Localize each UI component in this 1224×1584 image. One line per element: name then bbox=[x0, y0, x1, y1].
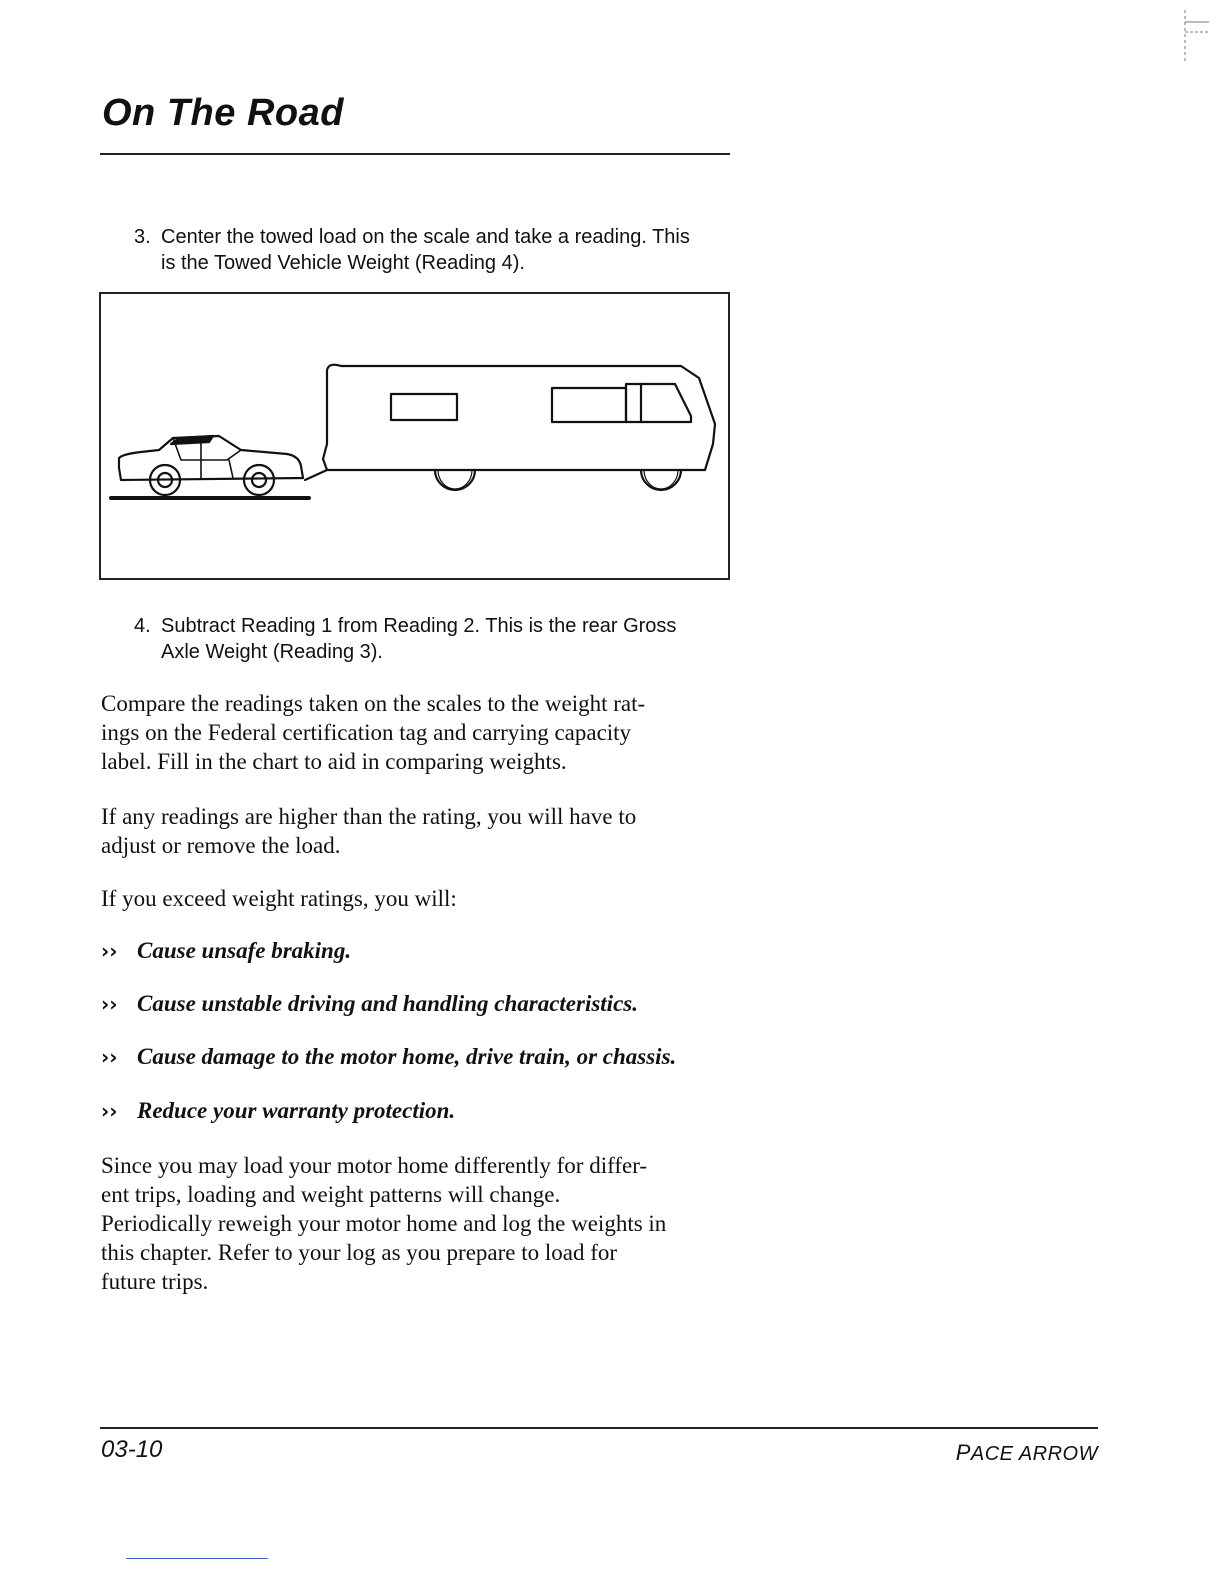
paragraph-line: Compare the readings taken on the scales to the weight rat- bbox=[101, 691, 646, 716]
step-text-line: Axle Weight (Reading 3). bbox=[161, 641, 383, 663]
bullet-text: Cause unstable driving and handling characteristics. bbox=[137, 991, 638, 1016]
step-4 bbox=[134, 613, 744, 665]
manual-title: PACE ARROW bbox=[955, 1440, 1098, 1465]
bullet-text: Cause damage to the motor home, drive train, or chassis. bbox=[137, 1044, 677, 1069]
warning-bullet bbox=[101, 936, 351, 966]
header-divider bbox=[100, 153, 730, 155]
paragraph-line: this chapter. Refer to your log as you prepare to load for bbox=[101, 1240, 618, 1265]
step-text-line: is the Towed Vehicle Weight (Reading 4). bbox=[161, 252, 525, 274]
compare-paragraph bbox=[101, 689, 741, 776]
exceed-ratings-paragraph bbox=[101, 884, 741, 913]
page-title: On The Road bbox=[102, 92, 344, 134]
paragraph-line: ent trips, loading and weight patterns will change. bbox=[101, 1182, 561, 1207]
towing-illustration bbox=[99, 292, 730, 580]
step-number: 4. bbox=[134, 615, 151, 637]
higher-readings-paragraph bbox=[101, 802, 741, 860]
warning-bullet bbox=[101, 1042, 676, 1072]
page-number: 03-10 bbox=[101, 1436, 163, 1463]
paragraph-line: Periodically reweigh your motor home and log the weights in bbox=[101, 1211, 667, 1236]
crop-mark-icon bbox=[1183, 8, 1213, 68]
footer-divider bbox=[100, 1427, 1098, 1429]
step-text-line: Center the towed load on the scale and take a reading. This bbox=[161, 226, 690, 248]
paragraph-line: label. Fill in the chart to aid in comparing weights. bbox=[101, 749, 567, 774]
paragraph-line: If you exceed weight ratings, you will: bbox=[101, 886, 457, 911]
bullet-marker-icon: ›› bbox=[101, 939, 118, 963]
bullet-marker-icon: ›› bbox=[101, 1045, 118, 1069]
scan-mark bbox=[126, 1558, 268, 1559]
warning-bullet bbox=[101, 1096, 455, 1126]
bullet-marker-icon: ›› bbox=[101, 992, 118, 1016]
bullet-text: Cause unsafe braking. bbox=[137, 938, 352, 963]
towed-car-motorhome-icon bbox=[101, 294, 728, 578]
warning-bullet bbox=[101, 989, 638, 1019]
bullet-text: Reduce your warranty protection. bbox=[137, 1098, 456, 1123]
paragraph-line: adjust or remove the load. bbox=[101, 833, 341, 858]
step-number: 3. bbox=[134, 226, 151, 248]
paragraph-line: Since you may load your motor home differently for differ- bbox=[101, 1153, 648, 1178]
bullet-marker-icon: ›› bbox=[101, 1099, 118, 1123]
paragraph-line: ings on the Federal certification tag and carrying capacity bbox=[101, 720, 632, 745]
reweigh-paragraph bbox=[101, 1151, 741, 1296]
paragraph-line: If any readings are higher than the rating, you will have to bbox=[101, 804, 637, 829]
paragraph-line: future trips. bbox=[101, 1269, 209, 1294]
step-3 bbox=[134, 224, 744, 276]
step-text-line: Subtract Reading 1 from Reading 2. This is the rear Gross bbox=[161, 615, 677, 637]
